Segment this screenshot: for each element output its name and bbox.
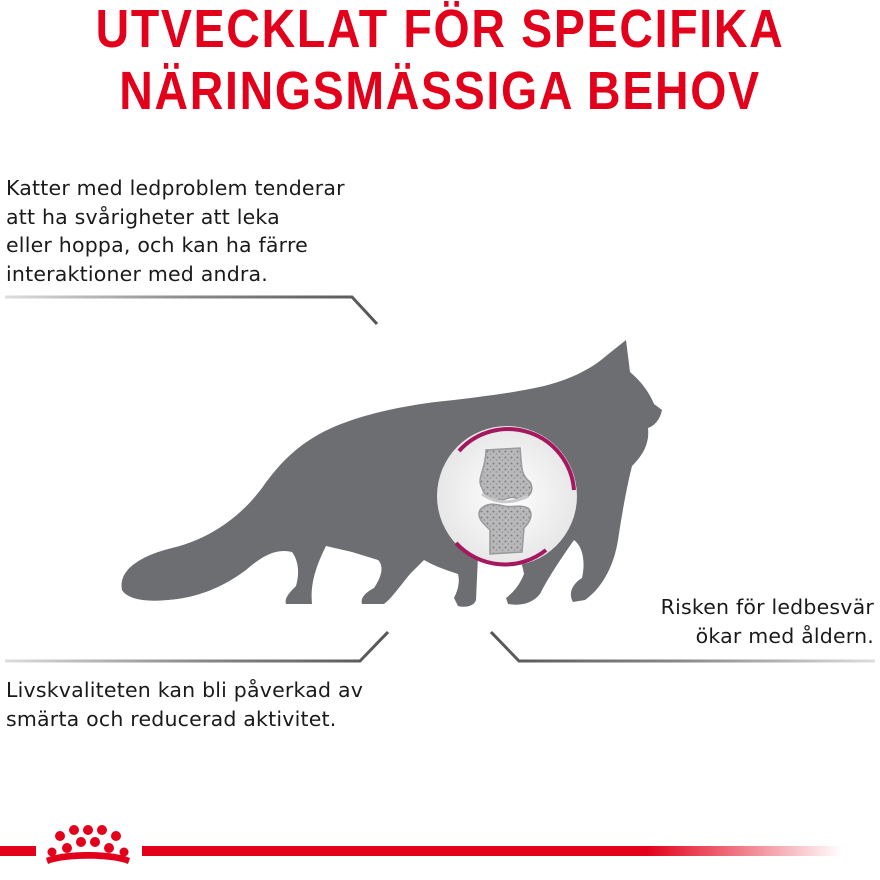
callout-line: ökar med åldern. — [695, 623, 874, 648]
callout-line: eller hoppa, och kan ha färre — [6, 233, 308, 257]
callout-line: Katter med ledproblem tenderar — [6, 176, 345, 200]
callout-leader-top-left — [5, 297, 377, 324]
callout-leader-bottom-left — [5, 632, 388, 661]
brand-bar-left — [0, 846, 36, 856]
page-title-line-2: NÄRINGSMÄSSIGA BEHOV — [119, 61, 761, 121]
royal-canin-crown-logo — [46, 825, 130, 864]
callout-line: Risken för ledbesvär — [660, 595, 874, 619]
callout-line: att ha svårigheter att leka — [6, 204, 280, 229]
page-title-line-1: UTVECKLAT FÖR SPECIFIKA — [95, 0, 785, 59]
callout-leader-right — [491, 632, 875, 661]
brand-bar-right — [142, 846, 842, 856]
knee-joint-icon — [437, 426, 577, 566]
callout-line: interaktioner med andra. — [6, 261, 269, 286]
callout-line: Livskvaliteten kan bli påverkad av — [6, 678, 364, 702]
callout-line: smärta och reducerad aktivitet. — [6, 706, 337, 731]
cat-silhouette — [122, 340, 662, 607]
